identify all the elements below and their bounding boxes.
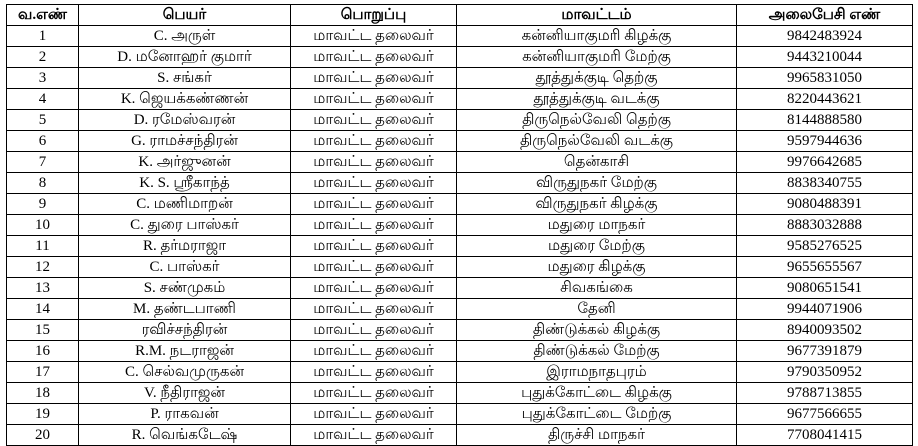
cell-phone: 9790350952 <box>737 362 913 383</box>
cell-name: ரவிச்சந்திரன் <box>79 320 291 341</box>
table-row <box>7 383 913 404</box>
cell-district: கன்னியாகுமரி மேற்கு <box>457 47 737 68</box>
cell-serial-number: 1 <box>7 26 79 47</box>
cell-district: புதுக்கோட்டை கிழக்கு <box>457 383 737 404</box>
cell-serial-number: 14 <box>7 299 79 320</box>
table-row <box>7 152 913 173</box>
cell-name: R.M. நடராஜன் <box>79 341 291 362</box>
table-row <box>7 404 913 425</box>
cell-serial-number: 4 <box>7 89 79 110</box>
cell-phone: 8144888580 <box>737 110 913 131</box>
cell-phone: 9080488391 <box>737 194 913 215</box>
cell-serial-number: 18 <box>7 383 79 404</box>
table-row <box>7 26 913 47</box>
cell-role: மாவட்ட தலைவர் <box>291 362 457 383</box>
cell-district: மதுரை கிழக்கு <box>457 257 737 278</box>
table-header-row <box>7 5 913 26</box>
cell-serial-number: 8 <box>7 173 79 194</box>
cell-phone: 8220443621 <box>737 89 913 110</box>
cell-role: மாவட்ட தலைவர் <box>291 299 457 320</box>
cell-district: தென்காசி <box>457 152 737 173</box>
cell-phone: 9677391879 <box>737 341 913 362</box>
cell-phone: 8940093502 <box>737 320 913 341</box>
table-row <box>7 341 913 362</box>
cell-name: C. அருள் <box>79 26 291 47</box>
table-row <box>7 47 913 68</box>
cell-role: மாவட்ட தலைவர் <box>291 47 457 68</box>
cell-district: திண்டுக்கல் மேற்கு <box>457 341 737 362</box>
cell-serial-number: 13 <box>7 278 79 299</box>
cell-phone: 9965831050 <box>737 68 913 89</box>
cell-role: மாவட்ட தலைவர் <box>291 236 457 257</box>
cell-role: மாவட்ட தலைவர் <box>291 173 457 194</box>
cell-role: மாவட்ட தலைவர் <box>291 194 457 215</box>
cell-district: விருதுநகர் மேற்கு <box>457 173 737 194</box>
column-header-phone: அலைபேசி எண் <box>737 5 913 26</box>
cell-name: R. வெங்கடேஷ் <box>79 425 291 446</box>
cell-role: மாவட்ட தலைவர் <box>291 383 457 404</box>
column-header-role: பொறுப்பு <box>291 5 457 26</box>
cell-name: K. S. ஸ்ரீகாந்த் <box>79 173 291 194</box>
table-row <box>7 131 913 152</box>
column-header-serial-number: வ.எண் <box>7 5 79 26</box>
cell-role: மாவட்ட தலைவர் <box>291 26 457 47</box>
cell-phone: 9585276525 <box>737 236 913 257</box>
cell-district: சிவகங்கை <box>457 278 737 299</box>
cell-serial-number: 16 <box>7 341 79 362</box>
cell-district: தூத்துக்குடி தெற்கு <box>457 68 737 89</box>
cell-serial-number: 15 <box>7 320 79 341</box>
cell-phone: 9655655567 <box>737 257 913 278</box>
cell-role: மாவட்ட தலைவர் <box>291 89 457 110</box>
table-row <box>7 215 913 236</box>
cell-role: மாவட்ட தலைவர் <box>291 278 457 299</box>
table-row <box>7 299 913 320</box>
cell-district: மதுரை மாநகர் <box>457 215 737 236</box>
table-row <box>7 110 913 131</box>
table-row <box>7 68 913 89</box>
table-row <box>7 278 913 299</box>
cell-serial-number: 7 <box>7 152 79 173</box>
district-leaders-table <box>6 4 913 446</box>
cell-district: விருதுநகர் கிழக்கு <box>457 194 737 215</box>
cell-phone: 9976642685 <box>737 152 913 173</box>
cell-serial-number: 2 <box>7 47 79 68</box>
table-row <box>7 173 913 194</box>
cell-phone: 9944071906 <box>737 299 913 320</box>
cell-role: மாவட்ட தலைவர் <box>291 110 457 131</box>
cell-serial-number: 3 <box>7 68 79 89</box>
cell-role: மாவட்ட தலைவர் <box>291 131 457 152</box>
cell-name: P. ராகவன் <box>79 404 291 425</box>
table-body <box>7 26 913 446</box>
cell-role: மாவட்ட தலைவர் <box>291 215 457 236</box>
table-row <box>7 194 913 215</box>
cell-name: M. தண்டபாணி <box>79 299 291 320</box>
cell-district: இராமநாதபுரம் <box>457 362 737 383</box>
cell-serial-number: 12 <box>7 257 79 278</box>
cell-phone: 7708041415 <box>737 425 913 446</box>
table-row <box>7 257 913 278</box>
cell-serial-number: 5 <box>7 110 79 131</box>
table-row <box>7 320 913 341</box>
cell-phone: 9080651541 <box>737 278 913 299</box>
table-row <box>7 425 913 446</box>
cell-name: D. மனோஹர் குமார் <box>79 47 291 68</box>
cell-role: மாவட்ட தலைவர் <box>291 404 457 425</box>
cell-district: திருச்சி மாநகர் <box>457 425 737 446</box>
cell-district: திருநெல்வேலி தெற்கு <box>457 110 737 131</box>
cell-phone: 9788713855 <box>737 383 913 404</box>
cell-serial-number: 20 <box>7 425 79 446</box>
cell-phone: 9443210044 <box>737 47 913 68</box>
cell-name: C. செல்வமுருகன் <box>79 362 291 383</box>
cell-role: மாவட்ட தலைவர் <box>291 341 457 362</box>
cell-name: G. ராமச்சந்திரன் <box>79 131 291 152</box>
cell-phone: 9842483924 <box>737 26 913 47</box>
cell-serial-number: 10 <box>7 215 79 236</box>
cell-serial-number: 19 <box>7 404 79 425</box>
cell-role: மாவட்ட தலைவர் <box>291 152 457 173</box>
cell-role: மாவட்ட தலைவர் <box>291 320 457 341</box>
cell-district: தேனி <box>457 299 737 320</box>
cell-district: புதுக்கோட்டை மேற்கு <box>457 404 737 425</box>
cell-name: S. சங்கர் <box>79 68 291 89</box>
cell-role: மாவட்ட தலைவர் <box>291 257 457 278</box>
cell-role: மாவட்ட தலைவர் <box>291 425 457 446</box>
cell-name: S. சண்முகம் <box>79 278 291 299</box>
table-row <box>7 236 913 257</box>
cell-name: K. ஜெயக்கண்ணன் <box>79 89 291 110</box>
cell-role: மாவட்ட தலைவர் <box>291 68 457 89</box>
cell-serial-number: 6 <box>7 131 79 152</box>
cell-name: C. பாஸ்கர் <box>79 257 291 278</box>
column-header-name: பெயர் <box>79 5 291 26</box>
cell-phone: 9677566655 <box>737 404 913 425</box>
cell-district: தூத்துக்குடி வடக்கு <box>457 89 737 110</box>
cell-district: கன்னியாகுமரி கிழக்கு <box>457 26 737 47</box>
cell-name: R. தர்மராஜா <box>79 236 291 257</box>
cell-serial-number: 17 <box>7 362 79 383</box>
cell-name: C. துரை பாஸ்கர் <box>79 215 291 236</box>
table-row <box>7 89 913 110</box>
cell-name: K. அர்ஜுனன் <box>79 152 291 173</box>
cell-phone: 8838340755 <box>737 173 913 194</box>
cell-name: C. மணிமாறன் <box>79 194 291 215</box>
cell-phone: 9597944636 <box>737 131 913 152</box>
cell-name: V. நீதிராஜன் <box>79 383 291 404</box>
cell-district: திண்டுக்கல் கிழக்கு <box>457 320 737 341</box>
cell-district: திருநெல்வேலி வடக்கு <box>457 131 737 152</box>
cell-phone: 8883032888 <box>737 215 913 236</box>
column-header-district: மாவட்டம் <box>457 5 737 26</box>
cell-district: மதுரை மேற்கு <box>457 236 737 257</box>
cell-serial-number: 11 <box>7 236 79 257</box>
cell-serial-number: 9 <box>7 194 79 215</box>
table-row <box>7 362 913 383</box>
cell-name: D. ரமேஸ்வரன் <box>79 110 291 131</box>
